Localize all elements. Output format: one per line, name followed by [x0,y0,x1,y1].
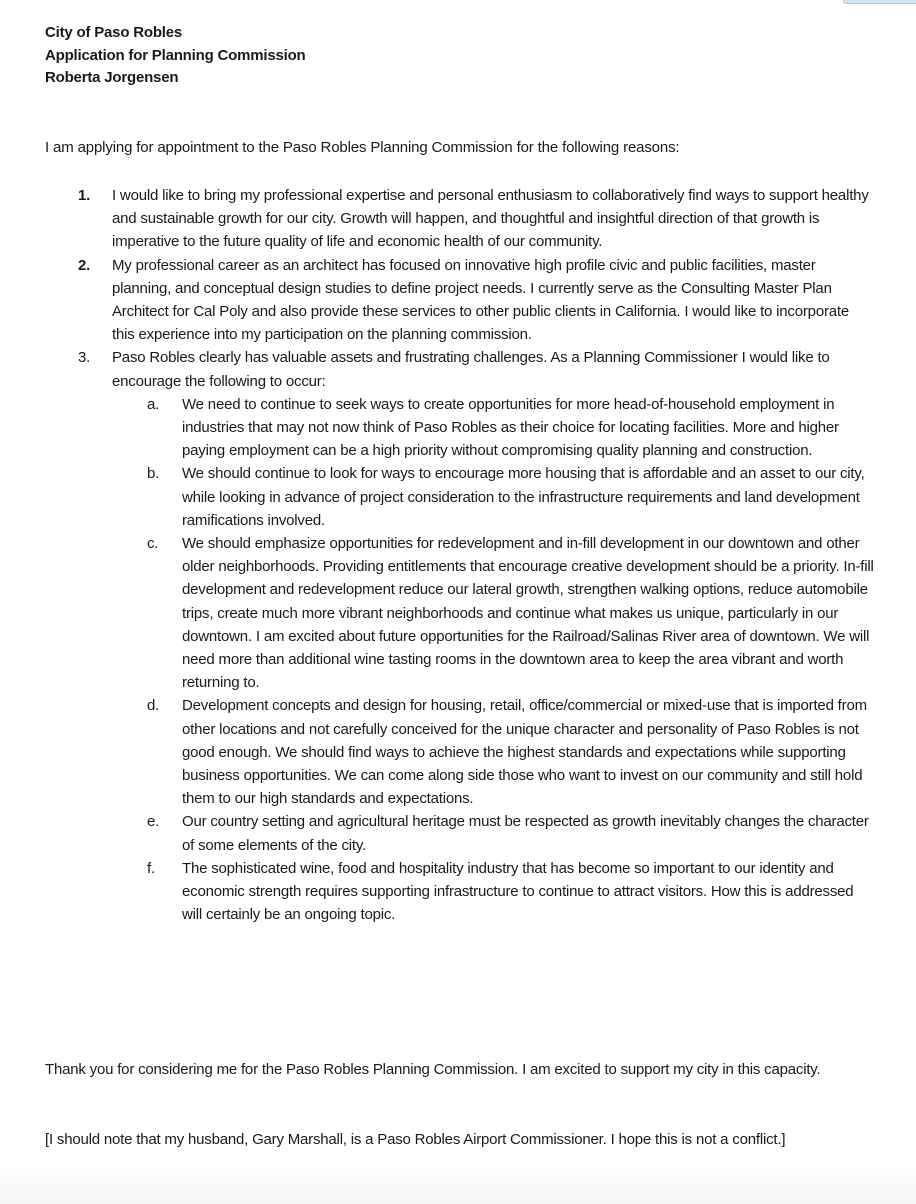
subitem-d [45,694,875,810]
subitem-text: Development concepts and design for housing, retail, office/commercial or mixed-use that is imported from other locations and not carefully conceived for the unique character and personality of Paso Robles is not good enough. We should find ways to achieve the highest standards and expectations while supporting business opportunities. We can come along side those who want to invest on our community and still hold them to our high standards and expectations. [182,697,867,808]
subitem-c [45,532,875,694]
reason-item-2 [45,254,875,347]
subitem-text: We need to continue to seek ways to create opportunities for more head-of-household employment in industries that may not now think of Paso Robles as their choice for locating facilities. More and higher paying employment can be a high priority without compromising quality planning and construction. [182,395,839,460]
page-bottom-shade [0,1164,916,1204]
subitem-text: The sophisticated wine, food and hospitality industry that has become so important to our identity and economic strength requires supporting infrastructure to continue to attract visitors. How this is addressed will certainly be an ongoing topic. [182,859,854,924]
conflict-note: [I should note that my husband, Gary Marshall, is a Paso Robles Airport Commissioner. I hope this is not a conflict.] [45,1131,786,1148]
header-title: Application for Planning Commission [45,46,306,64]
header-city: City of Paso Robles [45,24,183,41]
subitem-letter: e. [147,813,160,831]
subitem-letter: d. [147,697,160,715]
subitem-letter: f. [147,859,155,877]
subitem-text: Our country setting and agricultural heritage must be respected as growth inevitably changes the character of some elements of the city. [182,813,869,854]
subitem-text: We should continue to look for ways to encourage more housing that is affordable and an asset to our city, while looking in advance of project consideration to the infrastructure requirements and land development ramifications involved. [182,465,865,529]
reason-item-3 [45,346,875,392]
subitem-letter: b. [147,465,160,483]
subitem-a [45,393,875,463]
header-applicant: Roberta Jorgensen [45,69,179,86]
subitem-letter: a. [147,395,160,413]
intro-paragraph: I am applying for appointment to the Paso Robles Planning Commission for the following reasons: [45,139,680,156]
reason-text: My professional career as an architect has focused on innovative high profile civic and public facilities, master planning, and conceptual design studies to define project needs. I currently serve as the Consulting Master Plan Architect for Cal Poly and also provide these services to other public clients in California. I would like to incorporate this experience into my participation on the planning commission. [112,256,850,344]
reason-item-1 [45,184,875,254]
reason-text: Paso Robles clearly has valuable assets and frustrating challenges. As a Planning Commissioner I would like to encourage the following to occur: [112,349,830,390]
subitem-e [45,810,875,856]
corner-tab [843,0,916,4]
subitem-f [45,857,875,927]
subitem-letter: c. [147,535,159,553]
closing-paragraph: Thank you for considering me for the Paso Robles Planning Commission. I am excited to support my city in this capacity. [45,1061,821,1078]
subitem-b [45,462,875,532]
reasons-list [45,184,875,927]
reason-text: I would like to bring my professional expertise and personal enthusiasm to collaboratively find ways to support healthy and sustainable growth for our city. Growth will happen, and thoughtful and insightful direction of that growth is imperative to the future quality of life and economic health of our community. [112,187,869,251]
reason-number: 3. [78,349,91,367]
reason-number: 2. [78,256,91,274]
document-header [45,22,306,90]
reason-number: 1. [78,187,91,204]
subitem-text: We should emphasize opportunities for redevelopment and in-fill development in our downtown and other older neighborhoods. Providing entitlements that encourage creative development should be a priority. In-fill development and redevelopment reduce our lateral growth, strengthen walking options, reduce automobile trips, create much more vibrant neighborhoods and continue what makes us unique, particularly in our downtown. I am excited about future opportunities for the Railroad/Salinas River area of downtown. We will need more than additional wine tasting rooms in the downtown area to keep the area vibrant and worth returning to. [182,535,874,692]
